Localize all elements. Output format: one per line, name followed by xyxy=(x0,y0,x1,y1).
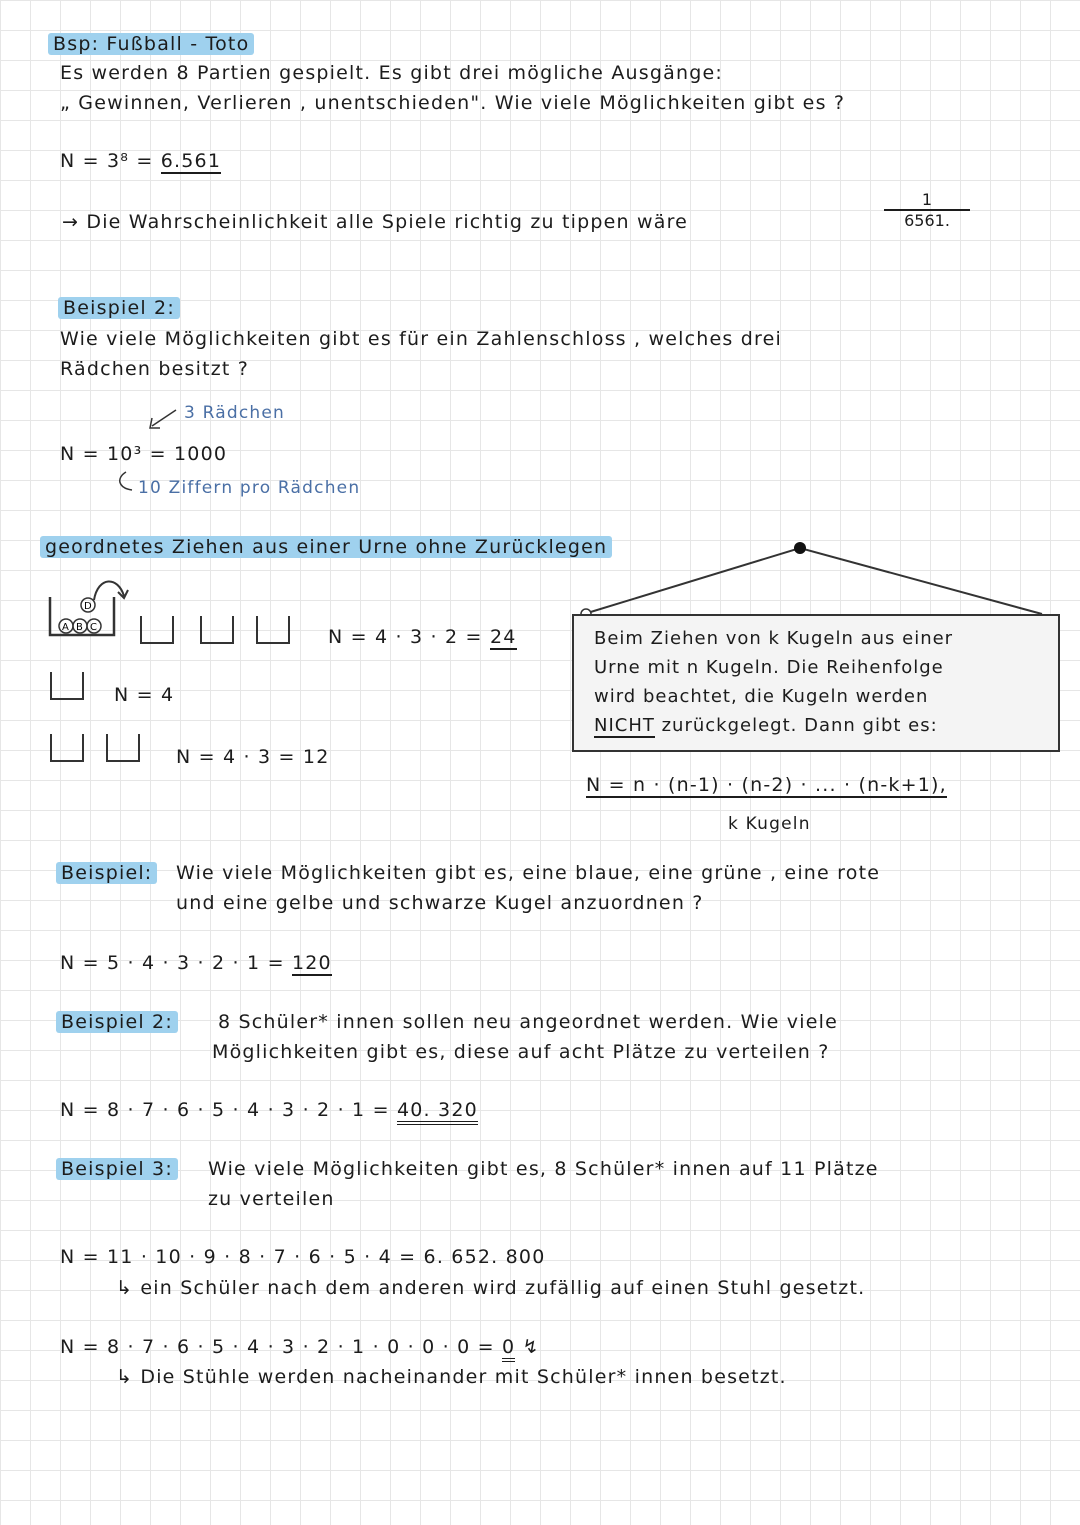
fraction: $\frac{1}{6561.}$ xyxy=(884,190,970,230)
result: 0 xyxy=(502,1336,515,1362)
svg-text:C: C xyxy=(90,622,97,633)
text-line: 8 Schüler* innen sollen neu angeordnet werden. Wie viele xyxy=(218,1011,838,1033)
formula: N = 10³ = 1000 xyxy=(60,443,228,465)
formula: N = 8 · 7 · 6 · 5 · 4 · 3 · 2 · 1 · 0 · 0 · 0 = 0 ↯ xyxy=(60,1336,540,1359)
text-line: Wie viele Möglichkeiten gibt es, eine blaue, eine grüne , eine rote xyxy=(176,862,881,884)
formula-annotation: k Kugeln xyxy=(728,814,811,834)
text-line: Rädchen besitzt ? xyxy=(60,358,250,380)
explanation: ↳ ein Schüler nach dem anderen wird zufällig auf einen Stuhl gesetzt. xyxy=(116,1277,866,1299)
text-line: „ Gewinnen, Verlieren , unentschieden". Wie viele Möglichkeiten gibt es ? xyxy=(60,92,846,114)
general-formula: N = n · (n-1) · (n-2) · ... · (n-k+1), xyxy=(586,774,947,796)
rule-line: Urne mit n Kugeln. Die Reihenfolge xyxy=(594,657,944,678)
example-label: Beispiel: xyxy=(56,862,157,885)
formula: N = 4 xyxy=(114,684,175,706)
text-line: zu verteilen xyxy=(208,1188,335,1210)
rule-line: Beim Ziehen von k Kugeln aus einer xyxy=(594,628,954,649)
example-label: Beispiel 2: xyxy=(56,1011,178,1034)
annotation: 3 Rädchen xyxy=(184,403,286,423)
text-line: Möglichkeiten gibt es, diese auf acht Plätze zu verteilen ? xyxy=(212,1041,830,1063)
section-title-fussball: Bsp: Fußball - Toto xyxy=(48,33,254,56)
section-title-beispiel2: Beispiel 2: xyxy=(58,297,180,320)
annotation: 10 Ziffern pro Rädchen xyxy=(138,478,361,498)
formula: N = 4 · 3 = 12 xyxy=(176,746,330,768)
text-line: Wie viele Möglichkeiten gibt es, 8 Schüler* innen auf 11 Plätze xyxy=(208,1158,879,1180)
formula: N = 4 · 3 · 2 = 24 xyxy=(328,626,517,648)
formula: N = 3⁸ = 6.561 xyxy=(60,150,222,172)
probability-text: → Die Wahrscheinlichkeit alle Spiele richtig zu tippen wäre xyxy=(62,211,689,233)
svg-text:A: A xyxy=(62,622,69,633)
result: 24 xyxy=(489,626,517,648)
result: 120 xyxy=(291,952,332,974)
explanation: ↳ Die Stühle werden nacheinander mit Schüler* innen besetzt. xyxy=(116,1366,787,1388)
formula: N = 11 · 10 · 9 · 8 · 7 · 6 · 5 · 4 = 6. 652. 800 xyxy=(60,1246,546,1268)
text-line: und eine gelbe und schwarze Kugel anzuordnen ? xyxy=(176,892,704,914)
rule-line: NICHT zurückgelegt. Dann gibt es: xyxy=(594,715,938,736)
example-label: Beispiel 3: xyxy=(56,1158,178,1181)
result: 40. 320 xyxy=(397,1099,478,1125)
result: 6.561 xyxy=(160,150,222,172)
svg-text:D: D xyxy=(84,601,92,612)
formula: N = 8 · 7 · 6 · 5 · 4 · 3 · 2 · 1 = 40. 320 xyxy=(60,1099,478,1122)
section-title-ziehen: geordnetes Ziehen aus einer Urne ohne Zurücklegen xyxy=(40,536,612,559)
lightning-icon: ↯ xyxy=(522,1336,540,1358)
rule-line: wird beachtet, die Kugeln werden xyxy=(594,686,929,707)
svg-text:B: B xyxy=(76,622,83,633)
text-line: Es werden 8 Partien gespielt. Es gibt drei mögliche Ausgänge: xyxy=(60,62,723,84)
formula: N = 5 · 4 · 3 · 2 · 1 = 120 xyxy=(60,952,332,974)
text-line: Wie viele Möglichkeiten gibt es für ein Zahlenschloss , welches drei xyxy=(60,328,782,350)
